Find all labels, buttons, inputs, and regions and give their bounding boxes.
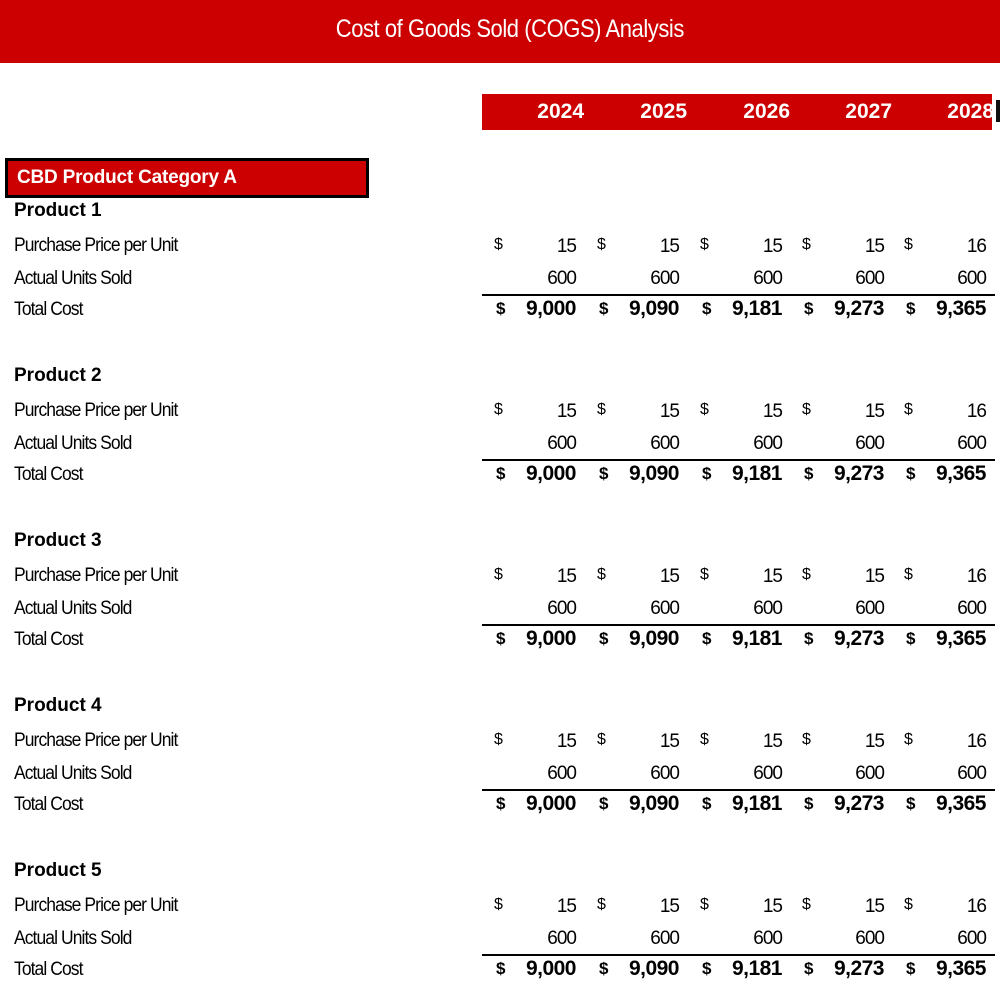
total-cell[interactable] [790,957,892,981]
total-cell[interactable] [790,297,892,321]
total-value: 9,365 [935,627,986,650]
currency-symbol: $ [597,566,606,583]
total-value: 9,273 [833,627,884,650]
price-cell[interactable] [892,731,994,755]
units-value: 600 [650,598,679,619]
price-cell[interactable] [482,401,584,425]
units-value: 600 [957,433,986,454]
currency-symbol: $ [494,731,503,748]
units-value: 600 [547,598,576,619]
row-label-units: Actual Units Sold [14,268,132,289]
currency-symbol: $ [802,566,811,583]
units-cell[interactable] [790,433,892,457]
total-value: 9,365 [935,957,986,980]
price-cell[interactable] [688,896,790,920]
total-cell[interactable] [688,627,790,651]
row-label-total: Total Cost [14,629,83,650]
product-block [0,530,1000,650]
currency-symbol: $ [904,896,913,913]
total-cell[interactable] [585,297,687,321]
currency-symbol: $ [597,236,606,253]
total-value: 9,181 [731,297,782,320]
price-cell[interactable] [892,566,994,590]
units-value: 600 [650,433,679,454]
currency-symbol: $ [599,794,609,813]
currency-symbol: $ [494,896,503,913]
price-cell[interactable] [482,236,584,260]
units-value: 600 [957,928,986,949]
currency-symbol: $ [802,236,811,253]
product-title[interactable]: Product 2 [14,365,102,386]
row-label-total: Total Cost [14,794,83,815]
currency-symbol: $ [804,299,814,318]
units-cell[interactable] [892,598,994,622]
units-cell[interactable] [585,598,687,622]
units-cell[interactable] [482,598,584,622]
currency-symbol: $ [804,629,814,648]
price-value: 15 [762,236,782,257]
units-cell[interactable] [585,928,687,952]
units-cell[interactable] [688,433,790,457]
total-value: 9,181 [731,462,782,485]
price-value: 15 [762,896,782,917]
total-cell[interactable] [892,792,994,816]
price-cell[interactable] [892,236,994,260]
page-title: Cost of Goods Sold (COGS) Analysis [335,15,685,43]
total-cell[interactable] [688,297,790,321]
total-cell[interactable] [892,957,994,981]
price-value: 16 [966,896,986,917]
total-cell[interactable] [688,462,790,486]
total-value: 9,000 [525,957,576,980]
currency-symbol: $ [494,236,503,253]
currency-symbol: $ [702,629,712,648]
total-value: 9,000 [525,792,576,815]
category-header[interactable] [5,158,369,198]
total-value: 9,000 [525,297,576,320]
row-label-price: Purchase Price per Unit [14,235,178,256]
total-value: 9,000 [525,627,576,650]
units-cell[interactable] [585,268,687,292]
total-cell[interactable] [585,462,687,486]
units-value: 600 [855,928,884,949]
currency-symbol: $ [904,566,913,583]
total-value: 9,273 [833,297,884,320]
units-value: 600 [855,598,884,619]
currency-symbol: $ [802,731,811,748]
currency-symbol: $ [702,299,712,318]
total-cell[interactable] [482,297,584,321]
total-cell[interactable] [688,957,790,981]
units-cell[interactable] [790,268,892,292]
total-value: 9,181 [731,627,782,650]
currency-symbol: $ [906,299,916,318]
price-value: 15 [864,566,884,587]
price-value: 15 [659,731,679,752]
total-underline [482,624,995,626]
currency-symbol: $ [904,236,913,253]
currency-symbol: $ [904,731,913,748]
units-value: 600 [753,598,782,619]
price-cell[interactable] [585,401,687,425]
price-value: 15 [762,731,782,752]
currency-symbol: $ [496,629,506,648]
total-value: 9,000 [525,462,576,485]
currency-symbol: $ [700,236,709,253]
row-label-price: Purchase Price per Unit [14,895,178,916]
currency-symbol: $ [906,464,916,483]
total-cell[interactable] [585,627,687,651]
currency-symbol: $ [599,629,609,648]
row-label-total: Total Cost [14,299,83,320]
price-value: 15 [556,566,576,587]
product-title[interactable]: Product 4 [14,695,102,716]
total-cell[interactable] [790,462,892,486]
units-cell[interactable] [892,433,994,457]
total-cell[interactable] [892,627,994,651]
currency-symbol: $ [700,731,709,748]
units-cell[interactable] [790,763,892,787]
units-value: 600 [547,763,576,784]
price-cell[interactable] [790,731,892,755]
price-cell[interactable] [688,401,790,425]
product-block [0,200,1000,320]
currency-symbol: $ [496,299,506,318]
currency-symbol: $ [597,401,606,418]
year-header: 2024 [537,100,584,123]
product-title[interactable]: Product 3 [14,530,102,551]
price-cell[interactable] [688,566,790,590]
price-value: 16 [966,401,986,422]
units-value: 600 [547,268,576,289]
total-cell[interactable] [688,792,790,816]
currency-symbol: $ [804,959,814,978]
units-cell[interactable] [892,928,994,952]
currency-symbol: $ [494,566,503,583]
total-cell[interactable] [892,462,994,486]
units-value: 600 [650,928,679,949]
total-value: 9,090 [628,792,679,815]
units-cell[interactable] [482,433,584,457]
row-label-units: Actual Units Sold [14,598,132,619]
price-cell[interactable] [688,731,790,755]
product-title[interactable]: Product 1 [14,200,102,221]
total-cell[interactable] [892,297,994,321]
year-header-band [482,94,992,130]
currency-symbol: $ [599,464,609,483]
units-cell[interactable] [688,763,790,787]
price-value: 15 [864,896,884,917]
price-value: 15 [659,236,679,257]
total-cell[interactable] [790,627,892,651]
row-label-price: Purchase Price per Unit [14,565,178,586]
cell-edge-marker [996,100,1000,122]
total-cell[interactable] [482,957,584,981]
total-value: 9,273 [833,792,884,815]
units-cell[interactable] [892,763,994,787]
row-label-price: Purchase Price per Unit [14,400,178,421]
units-cell[interactable] [482,268,584,292]
total-value: 9,365 [935,792,986,815]
price-cell[interactable] [482,566,584,590]
currency-symbol: $ [599,959,609,978]
price-cell[interactable] [688,236,790,260]
units-value: 600 [650,268,679,289]
row-label-units: Actual Units Sold [14,433,132,454]
year-header: 2026 [743,100,790,123]
currency-symbol: $ [804,794,814,813]
currency-symbol: $ [496,464,506,483]
units-value: 600 [753,268,782,289]
price-value: 15 [864,401,884,422]
currency-symbol: $ [700,401,709,418]
product-block [0,365,1000,485]
currency-symbol: $ [906,629,916,648]
total-value: 9,365 [935,297,986,320]
total-value: 9,273 [833,462,884,485]
title-bar [0,0,1000,63]
total-value: 9,273 [833,957,884,980]
total-value: 9,090 [628,297,679,320]
total-value: 9,090 [628,627,679,650]
total-underline [482,789,995,791]
price-value: 16 [966,731,986,752]
currency-symbol: $ [700,896,709,913]
currency-symbol: $ [804,464,814,483]
row-label-units: Actual Units Sold [14,928,132,949]
price-value: 16 [966,236,986,257]
units-cell[interactable] [688,598,790,622]
price-cell[interactable] [790,401,892,425]
currency-symbol: $ [802,401,811,418]
units-value: 600 [957,268,986,289]
currency-symbol: $ [700,566,709,583]
total-value: 9,090 [628,957,679,980]
price-value: 15 [556,236,576,257]
price-cell[interactable] [585,566,687,590]
total-underline [482,954,995,956]
year-header: 2025 [640,100,687,123]
total-underline [482,294,995,296]
units-cell[interactable] [688,268,790,292]
units-cell[interactable] [688,928,790,952]
currency-symbol: $ [802,896,811,913]
total-cell[interactable] [585,792,687,816]
year-header: 2027 [845,100,892,123]
product-title[interactable]: Product 5 [14,860,102,881]
row-label-total: Total Cost [14,959,83,980]
units-value: 600 [753,763,782,784]
units-value: 600 [957,763,986,784]
price-value: 15 [556,401,576,422]
total-value: 9,365 [935,462,986,485]
currency-symbol: $ [702,794,712,813]
currency-symbol: $ [906,959,916,978]
product-block [0,860,1000,980]
price-value: 15 [659,566,679,587]
currency-symbol: $ [702,959,712,978]
row-label-units: Actual Units Sold [14,763,132,784]
price-value: 15 [762,566,782,587]
price-value: 15 [556,731,576,752]
price-cell[interactable] [585,731,687,755]
units-value: 600 [753,928,782,949]
units-value: 600 [547,928,576,949]
price-value: 15 [556,896,576,917]
units-cell[interactable] [585,763,687,787]
currency-symbol: $ [904,401,913,418]
units-cell[interactable] [482,763,584,787]
total-underline [482,459,995,461]
price-cell[interactable] [892,896,994,920]
units-cell[interactable] [892,268,994,292]
price-value: 15 [864,236,884,257]
units-value: 600 [547,433,576,454]
price-value: 15 [762,401,782,422]
product-block [0,695,1000,815]
price-cell[interactable] [892,401,994,425]
row-label-price: Purchase Price per Unit [14,730,178,751]
total-cell[interactable] [482,627,584,651]
total-value: 9,090 [628,462,679,485]
units-value: 600 [855,763,884,784]
total-cell[interactable] [482,792,584,816]
price-cell[interactable] [790,896,892,920]
currency-symbol: $ [597,731,606,748]
units-value: 600 [855,433,884,454]
price-cell[interactable] [585,896,687,920]
units-value: 600 [855,268,884,289]
price-value: 16 [966,566,986,587]
units-cell[interactable] [482,928,584,952]
price-value: 15 [659,896,679,917]
units-value: 600 [753,433,782,454]
units-cell[interactable] [585,433,687,457]
total-value: 9,181 [731,957,782,980]
price-value: 15 [864,731,884,752]
currency-symbol: $ [599,299,609,318]
currency-symbol: $ [494,401,503,418]
units-value: 600 [650,763,679,784]
price-cell[interactable] [585,236,687,260]
price-cell[interactable] [482,731,584,755]
total-cell[interactable] [790,792,892,816]
currency-symbol: $ [496,959,506,978]
year-header: 2028 [947,100,994,123]
units-cell[interactable] [790,598,892,622]
price-cell[interactable] [482,896,584,920]
total-cell[interactable] [482,462,584,486]
units-value: 600 [957,598,986,619]
row-label-total: Total Cost [14,464,83,485]
category-label: CBD Product Category A [17,167,237,188]
currency-symbol: $ [702,464,712,483]
price-cell[interactable] [790,566,892,590]
currency-symbol: $ [597,896,606,913]
price-cell[interactable] [790,236,892,260]
price-value: 15 [659,401,679,422]
currency-symbol: $ [906,794,916,813]
currency-symbol: $ [496,794,506,813]
total-value: 9,181 [731,792,782,815]
total-cell[interactable] [585,957,687,981]
units-cell[interactable] [790,928,892,952]
